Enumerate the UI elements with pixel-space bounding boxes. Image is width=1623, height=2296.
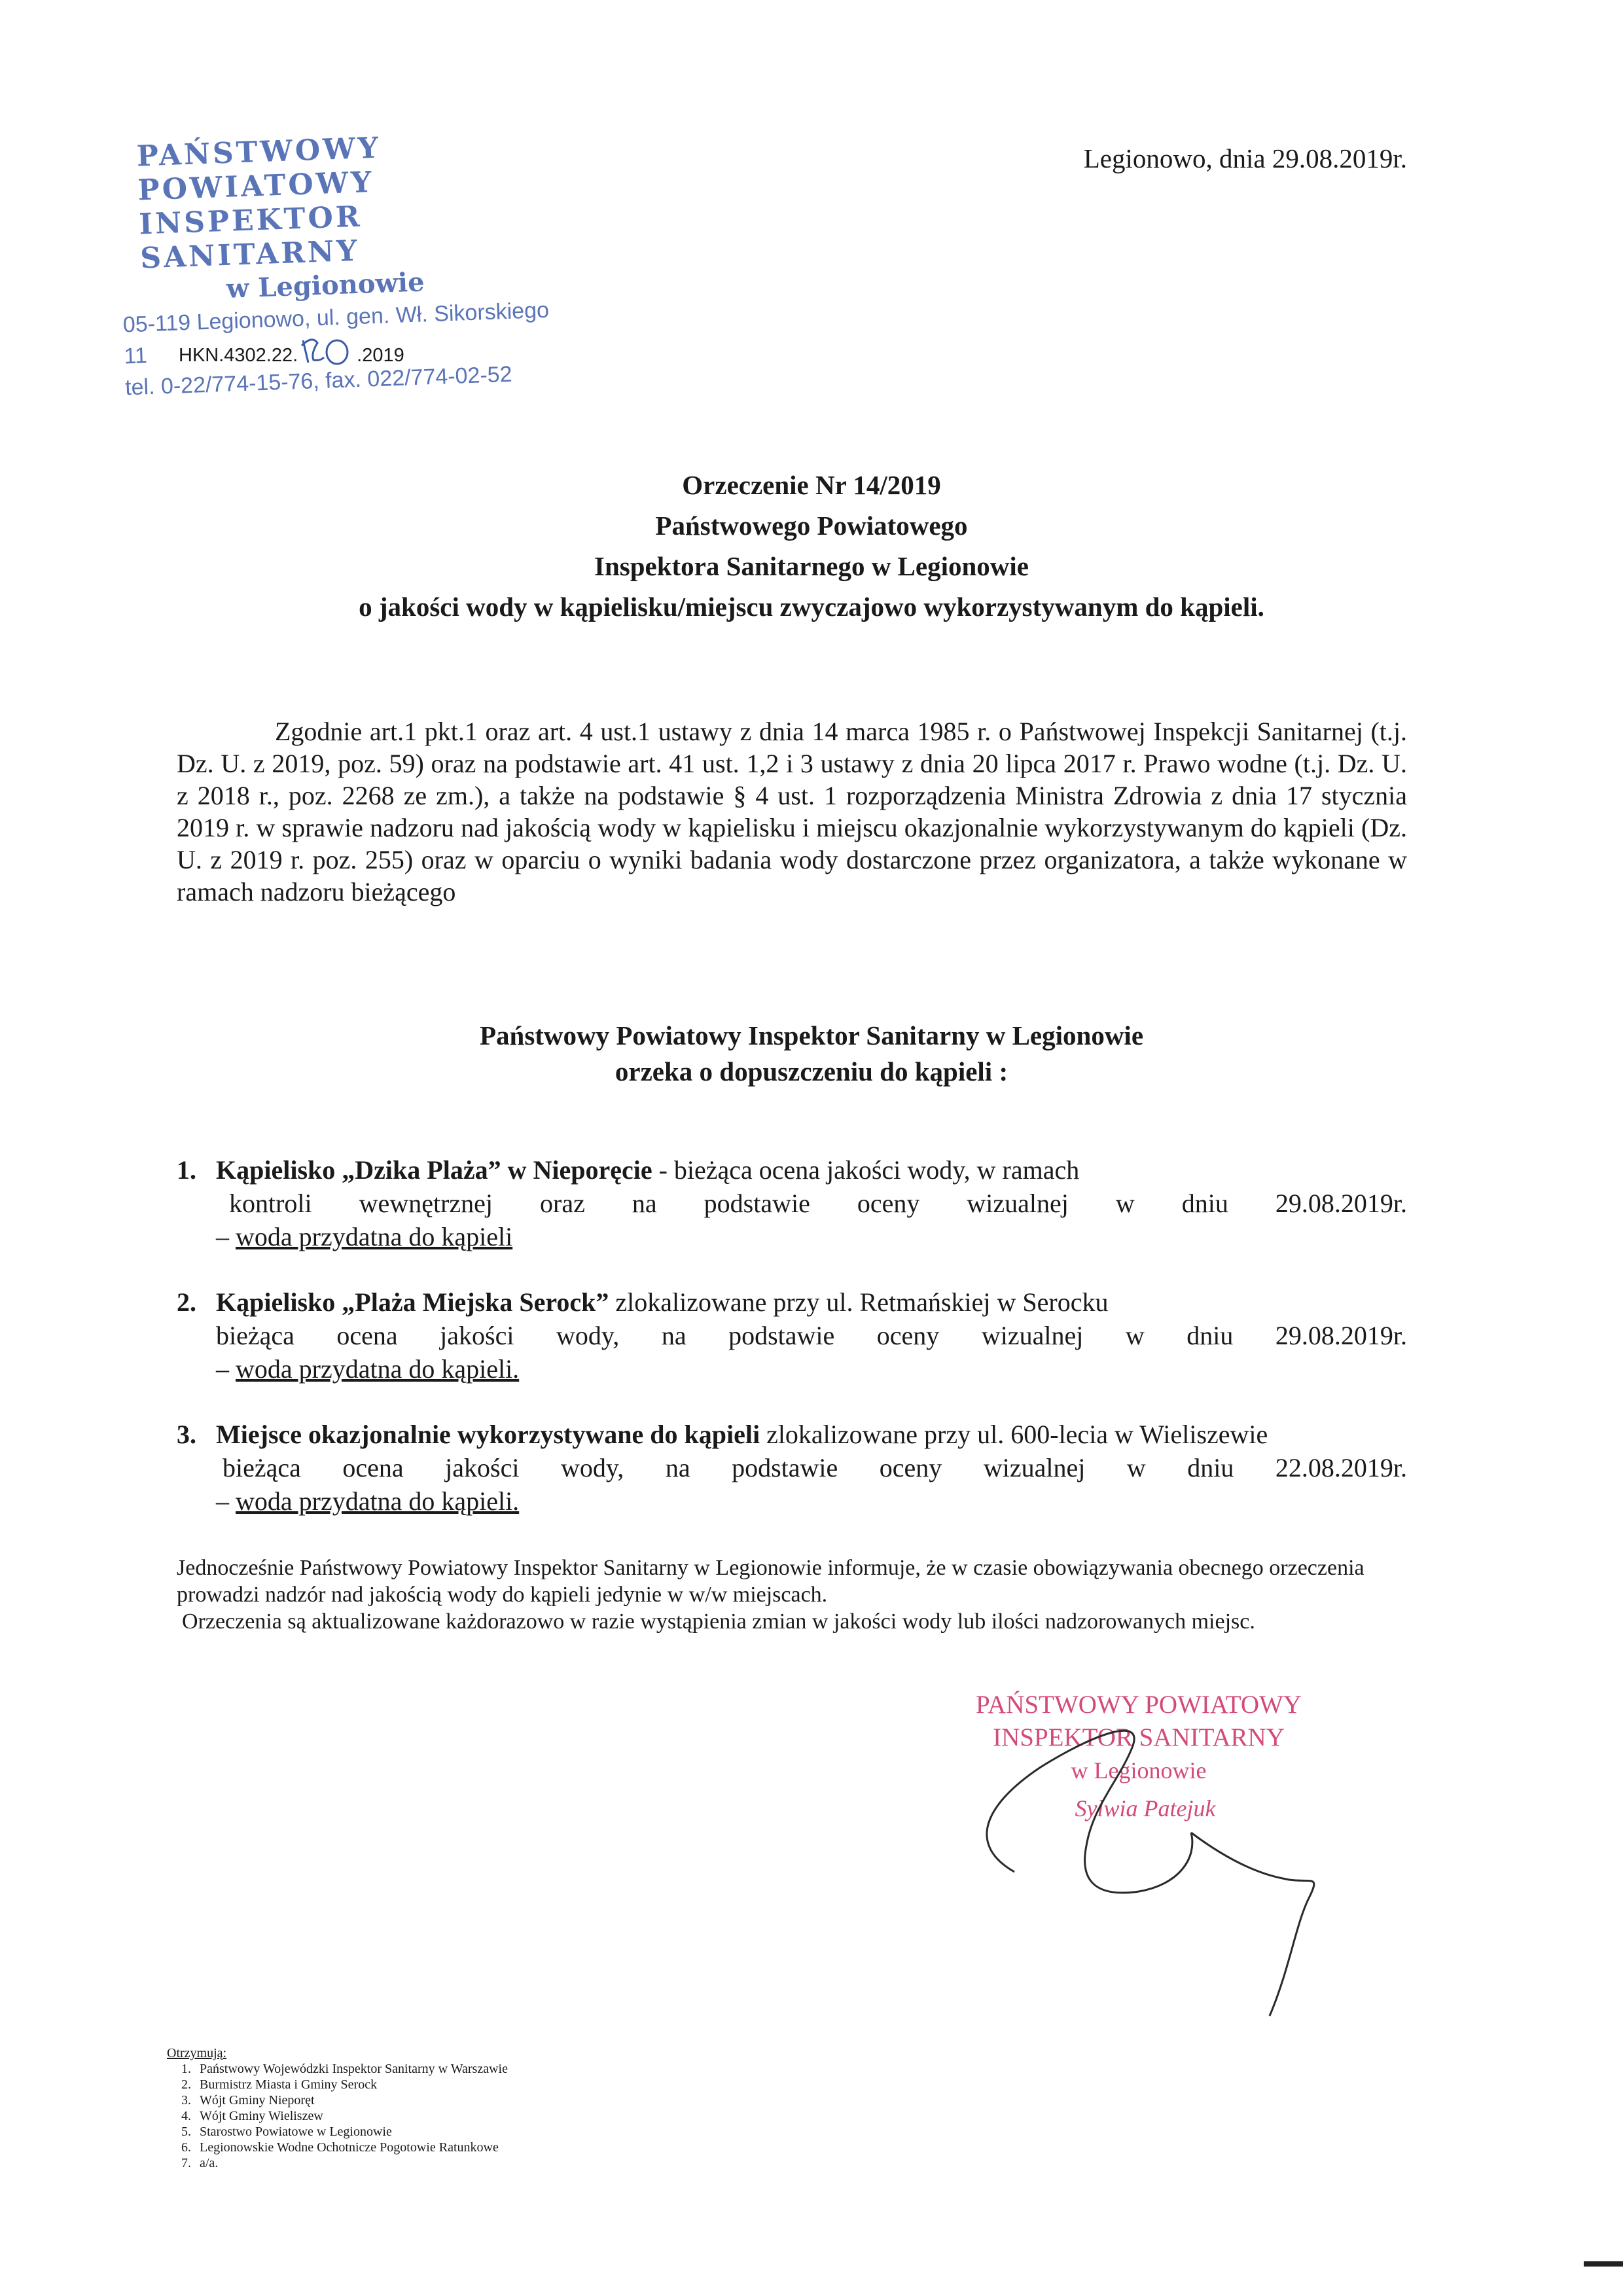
list-item: 5. Starostwo Powiatowe w Legionowie xyxy=(181,2125,392,2139)
reference-prefix: HKN.4302.22. xyxy=(179,345,298,366)
reference-number xyxy=(179,334,404,370)
decision-line-1: Państwowy Powiatowy Inspektor Sanitarny w Legionowie xyxy=(479,1020,1144,1050)
stamp-address: 05-119 Legionowo, ul. gen. Wł. Sikorskiego 11 xyxy=(122,297,550,369)
recipients-list xyxy=(167,2045,508,2171)
stamp-phone-fax: tel. 0-22/774-15-76, fax. 022/774-02-52 xyxy=(124,361,513,401)
title-line-1: Orzeczenie Nr 14/2019 xyxy=(682,470,941,500)
info-line-2: Orzeczenia są aktualizowane każdorazowo w razie wystąpienia zmian w jakości wody lub ilości nadzorowanych miejsc. xyxy=(182,1609,1255,1634)
intro-text: Zgodnie art.1 pkt.1 oraz art. 4 ust.1 ustawy z dnia 14 marca 1985 r. o Państwowej Inspekcji Sanitarnej (t.j. Dz. U. z 2019, poz. 59) oraz na podstawie art. 41 ust. 1,2 i 3 ustawy z dnia 20 lipca 2017 r. Prawo wodne (t.j. Dz. U. z 2018 r., poz. 2268 ze zm.), a także na podstawie § 4 ust. 1 rozporządzenia Ministra Zdrowia z dnia 17 stycznia 2019 r. w sprawie nadzoru nad jakością wody w kąpielisku i miejscu okazjonalnie wykorzystywanym do kąpieli (Dz. U. z 2019 r. poz. 255) oraz w oparciu o wyniki badania wody dostarczone przez organizatora, a także wykonane w ramach nadzoru bieżącego xyxy=(177,717,1407,906)
sig-stamp-line-1: PAŃSTWOWY POWIATOWY xyxy=(976,1691,1302,1719)
intro-paragraph xyxy=(177,715,1407,908)
item-number: 1. xyxy=(177,1155,196,1185)
item-detail: bieżąca ocena jakości wody, na podstawie oceny wizualnej w dniu 22.08.2019r. xyxy=(223,1453,1407,1482)
list-item: 1. Kąpielisko „Dzika Plaża” w Nieporęcie - bieżąca ocena jakości wody, w ramach kontroli wewnętrznej oraz na podstawie oceny wizualnej w dniu 29.08.2019r. – woda przydatna do kąpieli xyxy=(177,1153,1407,1253)
title-line-4: o jakości wody w kąpielisku/miejscu zwyczajowo wykorzystywanym do kąpieli. xyxy=(359,592,1264,622)
title-line-2: Państwowego Powiatowego xyxy=(655,511,968,541)
list-item: 6. Legionowskie Wodne Ochotnicze Pogotowie Ratunkowe xyxy=(181,2140,499,2155)
item-name: Kąpielisko „Plaża Miejska Serock” xyxy=(216,1287,609,1317)
document-title xyxy=(0,465,1623,627)
handwritten-signature xyxy=(942,1676,1348,2042)
title-line-3: Inspektora Sanitarnego w Legionowie xyxy=(594,551,1029,581)
list-item: 1. Państwowy Wojewódzki Inspektor Sanitarny w Warszawie xyxy=(181,2062,508,2076)
item-detail: bieżąca ocena jakości wody, na podstawie oceny wizualnej w dniu 29.08.2019r. xyxy=(216,1321,1407,1350)
list-item: 4. Wójt Gminy Wieliszew xyxy=(181,2109,323,2123)
item-text: zlokalizowane przy ul. Retmańskiej w Serocku xyxy=(609,1287,1109,1317)
list-item: 7. a/a. xyxy=(181,2156,219,2170)
stamp-line-3: w Legionowie xyxy=(226,266,425,304)
item-result: woda przydatna do kąpieli. xyxy=(236,1486,520,1516)
list-item: 2. Burmistrz Miasta i Gminy Serock xyxy=(181,2077,378,2092)
reference-suffix: .2019 xyxy=(357,345,404,366)
item-result: woda przydatna do kąpieli. xyxy=(236,1354,520,1384)
signatory-name: Sylwia Patejuk xyxy=(1075,1795,1216,1821)
item-name: Kąpielisko „Dzika Plaża” w Nieporęcie xyxy=(216,1155,652,1185)
item-text: - bieżąca ocena jakości wody, w ramach xyxy=(652,1155,1080,1185)
list-item: 2. Kąpielisko „Plaża Miejska Serock” zlokalizowane przy ul. Retmańskiej w Serocku bieżąca ocena jakości wody, na podstawie oceny wizualnej w dniu 29.08.2019r. – woda przydatna do kąpieli. xyxy=(177,1285,1407,1386)
info-paragraph xyxy=(177,1554,1407,1635)
scan-edge-mark xyxy=(1584,2261,1623,2267)
item-number: 2. xyxy=(177,1287,196,1317)
item-number: 3. xyxy=(177,1420,196,1449)
item-text: zlokalizowane przy ul. 600-lecia w Wieliszewie xyxy=(760,1420,1268,1449)
item-result: woda przydatna do kąpieli xyxy=(236,1222,513,1251)
handwritten-number xyxy=(298,334,357,370)
info-line-1: Jednocześnie Państwowy Powiatowy Inspektor Sanitarny w Legionowie informuje, że w czasie obowiązywania obecnego orzeczenia prowadzi nadzór nad jakością wody do kąpieli jedynie w w/w miejscach. xyxy=(177,1556,1364,1607)
sig-stamp-line-2: INSPEKTOR SANITARNY xyxy=(993,1723,1285,1751)
list-item: 3. Miejsce okazjonalnie wykorzystywane do kąpieli zlokalizowane przy ul. 600-lecia w Wieliszewie bieżąca ocena jakości wody, na podstawie oceny wizualnej w dniu 22.08.2019r. – woda przydatna do kąpieli. xyxy=(177,1418,1407,1518)
stamp-line-2: INSPEKTOR SANITARNY xyxy=(138,200,363,276)
sig-stamp-line-3: w Legionowie xyxy=(1071,1757,1207,1784)
item-name: Miejsce okazjonalnie wykorzystywane do kąpieli xyxy=(216,1420,760,1449)
recipients-heading: Otrzymują: xyxy=(167,2046,227,2060)
stamp-line-1: PAŃSTWOWY POWIATOWY xyxy=(135,131,382,207)
list-item: 3. Wójt Gminy Nieporęt xyxy=(181,2093,315,2108)
place-and-date: Legionowo, dnia 29.08.2019r. xyxy=(1083,143,1407,173)
item-detail: kontroli wewnętrznej oraz na podstawie oceny wizualnej w dniu 29.08.2019r. xyxy=(229,1189,1407,1218)
decision-line-2: orzeka o dopuszczeniu do kąpieli : xyxy=(615,1056,1008,1086)
decision-heading xyxy=(0,1018,1623,1090)
